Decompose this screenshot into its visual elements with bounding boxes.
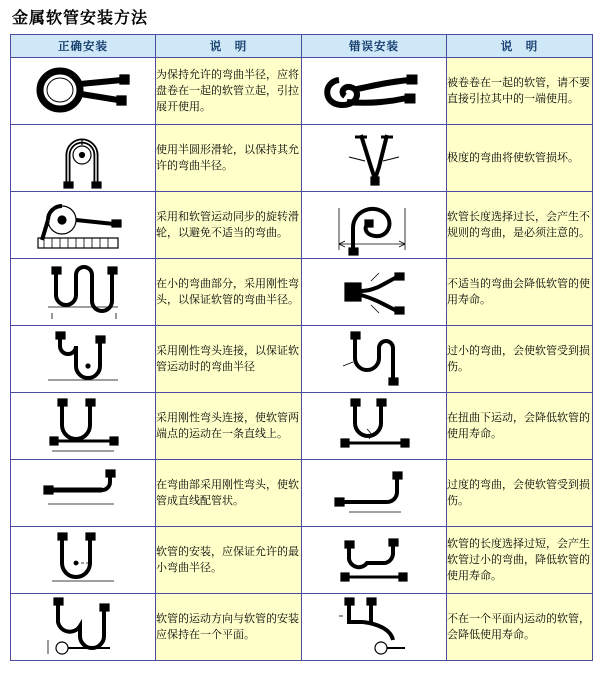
table-header-row [11,35,593,58]
correct-figure-cell [11,259,156,326]
rigid-elbow-connection-u-bend-icon [18,328,148,390]
header-correct-description: 说 明 [156,35,302,58]
wrong-description: 被卷卷在一起的软管，请不要直接引拉其中的一端使用。 [447,58,593,125]
correct-description: 采用刚性弯头连接，使软管两端点的运动在一条直线上。 [156,393,302,460]
wrong-description: 软管的长度选择过短，会产生软管过小的弯曲，降低软管的使用寿命。 [447,527,593,594]
table-row [11,527,593,594]
correct-description: 软管的安装，应保证允许的最小弯曲半径。 [156,527,302,594]
hose-on-rotating-pulley-with-chain-icon [18,194,148,256]
wrong-description: 在扭曲下运动，会降低软管的使用寿命。 [447,393,593,460]
correct-figure-cell [11,58,156,125]
table-row [11,58,593,125]
table-row [11,192,593,259]
wrong-figure-cell [302,594,447,661]
wrong-description: 不适当的弯曲会降低软管的使用寿命。 [447,259,593,326]
correct-figure-cell [11,460,156,527]
wrong-figure-cell [302,527,447,594]
correct-figure-cell [11,594,156,661]
table-row [11,326,593,393]
wrong-figure-cell [302,58,447,125]
wrong-figure-cell [302,393,447,460]
wrong-figure-cell [302,259,447,326]
header-wrong-description: 说 明 [447,35,593,58]
wrong-description: 过度的弯曲，会使软管受到损伤。 [447,460,593,527]
excessive-bending-damage-icon [309,462,439,524]
rigid-elbows-both-ends-straight-line-icon [18,395,148,457]
coiled-hose-pulled-from-middle-icon [309,60,439,122]
correct-figure-cell [11,393,156,460]
coiled-hose-standing-upright-icon [18,60,148,122]
correct-description: 采用和软管运动同步的旋转滑轮，以避免不适当的弯曲。 [156,192,302,259]
table-body [11,58,593,661]
correct-description: 软管的运动方向与软管的安装应保持在一个平面。 [156,594,302,661]
correct-description: 在小的弯曲部分，采用刚性弯头，以保证软管的弯曲半径。 [156,259,302,326]
hose-bent-sharply-v-shape-icon [309,127,439,189]
rigid-elbow-at-small-bend-icon [18,261,148,323]
improper-bend-shortens-life-icon [309,261,439,323]
header-wrong-figure: 错误安装 [302,35,447,58]
motion-direction-same-plane-icon [18,596,148,658]
hose-over-semicircular-pulley-icon [18,127,148,189]
correct-figure-cell [11,192,156,259]
wrong-figure-cell [302,125,447,192]
wrong-description: 不在一个平面内运动的软管，会降低使用寿命。 [447,594,593,661]
table-row [11,125,593,192]
hose-twisted-while-moving-icon [309,395,439,457]
wrong-description: 极度的弯曲将使软管损坏。 [447,125,593,192]
table-header [11,35,593,58]
rigid-elbow-straight-piping-icon [18,462,148,524]
correct-description: 采用刚性弯头连接，以保证软管运动时的弯曲半径 [156,326,302,393]
correct-description: 使用半圆形滑轮，以保持其允许的弯曲半径。 [156,125,302,192]
table-row [11,460,593,527]
wrong-description: 过小的弯曲，会使软管受到损伤。 [447,326,593,393]
wrong-description: 软管长度选择过长，会产生不规则的弯曲，是必须注意的。 [447,192,593,259]
page-title: 金属软管安装方法 [12,8,149,27]
hose-installation-table [10,34,593,661]
correct-figure-cell [11,326,156,393]
table-row [11,259,593,326]
header-correct-figure: 正确安装 [11,35,156,58]
hose-too-long-small-bend-icon [309,529,439,591]
hose-too-long-irregular-bend-icon [309,194,439,256]
table-row [11,594,593,661]
correct-description: 为保持允许的弯曲半径，应将盘卷在一起的软管立起，引拉展开使用。 [156,58,302,125]
hose-installed-min-bend-radius-icon [18,529,148,591]
correct-figure-cell [11,125,156,192]
too-small-bend-radius-damage-icon [309,328,439,390]
table-row [11,393,593,460]
motion-not-in-one-plane-icon [309,596,439,658]
correct-description: 在弯曲部采用刚性弯头，使软管成直线配管状。 [156,460,302,527]
wrong-figure-cell [302,460,447,527]
correct-figure-cell [11,527,156,594]
wrong-figure-cell [302,192,447,259]
wrong-figure-cell [302,326,447,393]
